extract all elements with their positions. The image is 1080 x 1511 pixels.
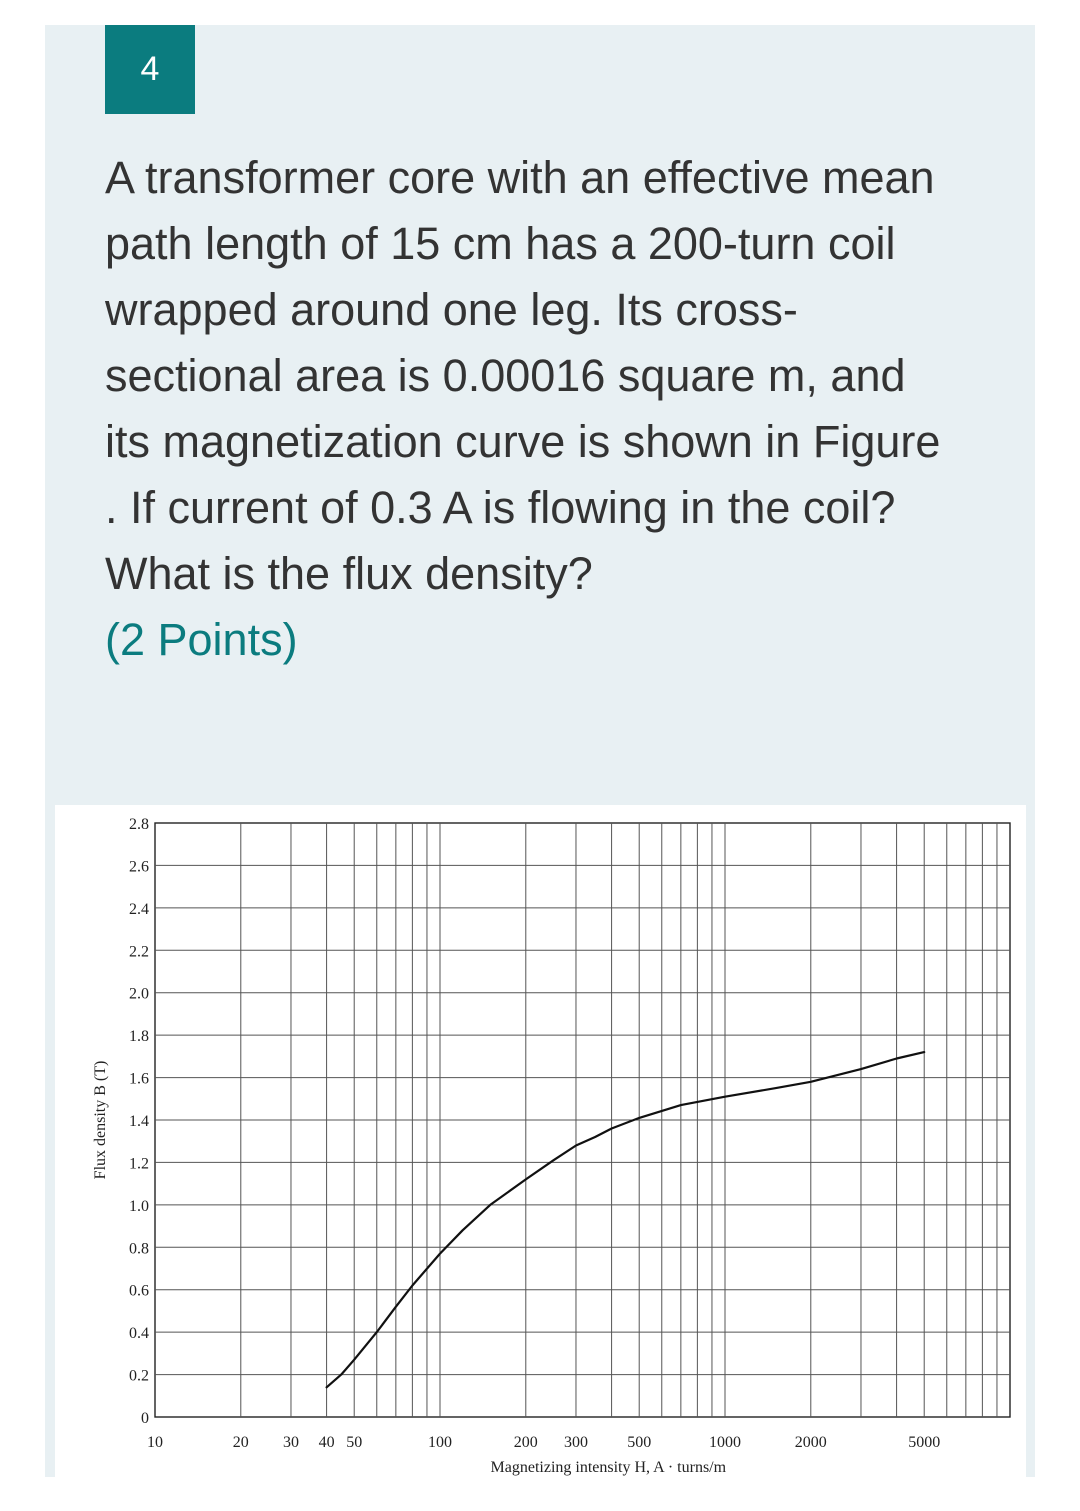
x-tick-label: 5000 [908,1434,941,1451]
x-tick-label: 50 [346,1434,363,1451]
y-tick-label: 0.6 [129,1282,149,1300]
y-tick-label: 0.8 [129,1240,149,1258]
y-tick-label: 0 [141,1410,149,1427]
x-tick-label: 10 [147,1434,163,1451]
magnetization-chart [55,805,1026,1477]
y-tick-label: 1.0 [129,1197,149,1215]
y-tick-label: 2.4 [129,900,149,918]
x-tick-label: 500 [627,1434,652,1451]
x-tick-label: 1000 [709,1434,741,1451]
y-tick-label: 0.2 [129,1367,149,1385]
magnetization-curve-figure [55,805,1026,1477]
question-text-block [105,145,945,673]
y-tick-label: 1.8 [129,1028,149,1046]
question-number-badge: 4 [105,25,195,114]
x-tick-label: 100 [428,1434,452,1451]
question-points: (2 Points) [105,614,298,665]
y-tick-label: 2.6 [129,858,149,876]
y-tick-label: 2.0 [129,985,149,1003]
magnetization-curve-line [327,1052,925,1387]
x-tick-label: 30 [282,1434,299,1451]
y-tick-label: 1.6 [129,1070,149,1088]
x-axis-label: Magnetizing intensity H, A · turns/m [490,1459,727,1476]
y-tick-label: 1.4 [129,1113,149,1130]
x-tick-label: 20 [232,1434,249,1451]
x-tick-label: 40 [318,1434,335,1451]
y-axis-label: Flux density B (T) [92,1060,109,1180]
question-text: A transformer core with an effective mean path length of 15 cm has a 200-turn coil wrapped around one leg. Its cross-sectional area is 0.00016 square m, and its magnetization curve is shown in Figure . If current of 0.3 A is flowing in the coil? What is the flux density? [105,152,941,599]
y-tick-label: 2.2 [129,943,149,961]
x-tick-label: 200 [513,1434,538,1451]
question-card [45,25,1035,1477]
y-tick-label: 0.4 [129,1325,149,1343]
y-tick-label: 2.8 [129,816,149,833]
y-tick-label: 1.2 [129,1155,149,1173]
x-tick-label: 2000 [794,1434,827,1451]
x-tick-label: 300 [563,1434,588,1451]
